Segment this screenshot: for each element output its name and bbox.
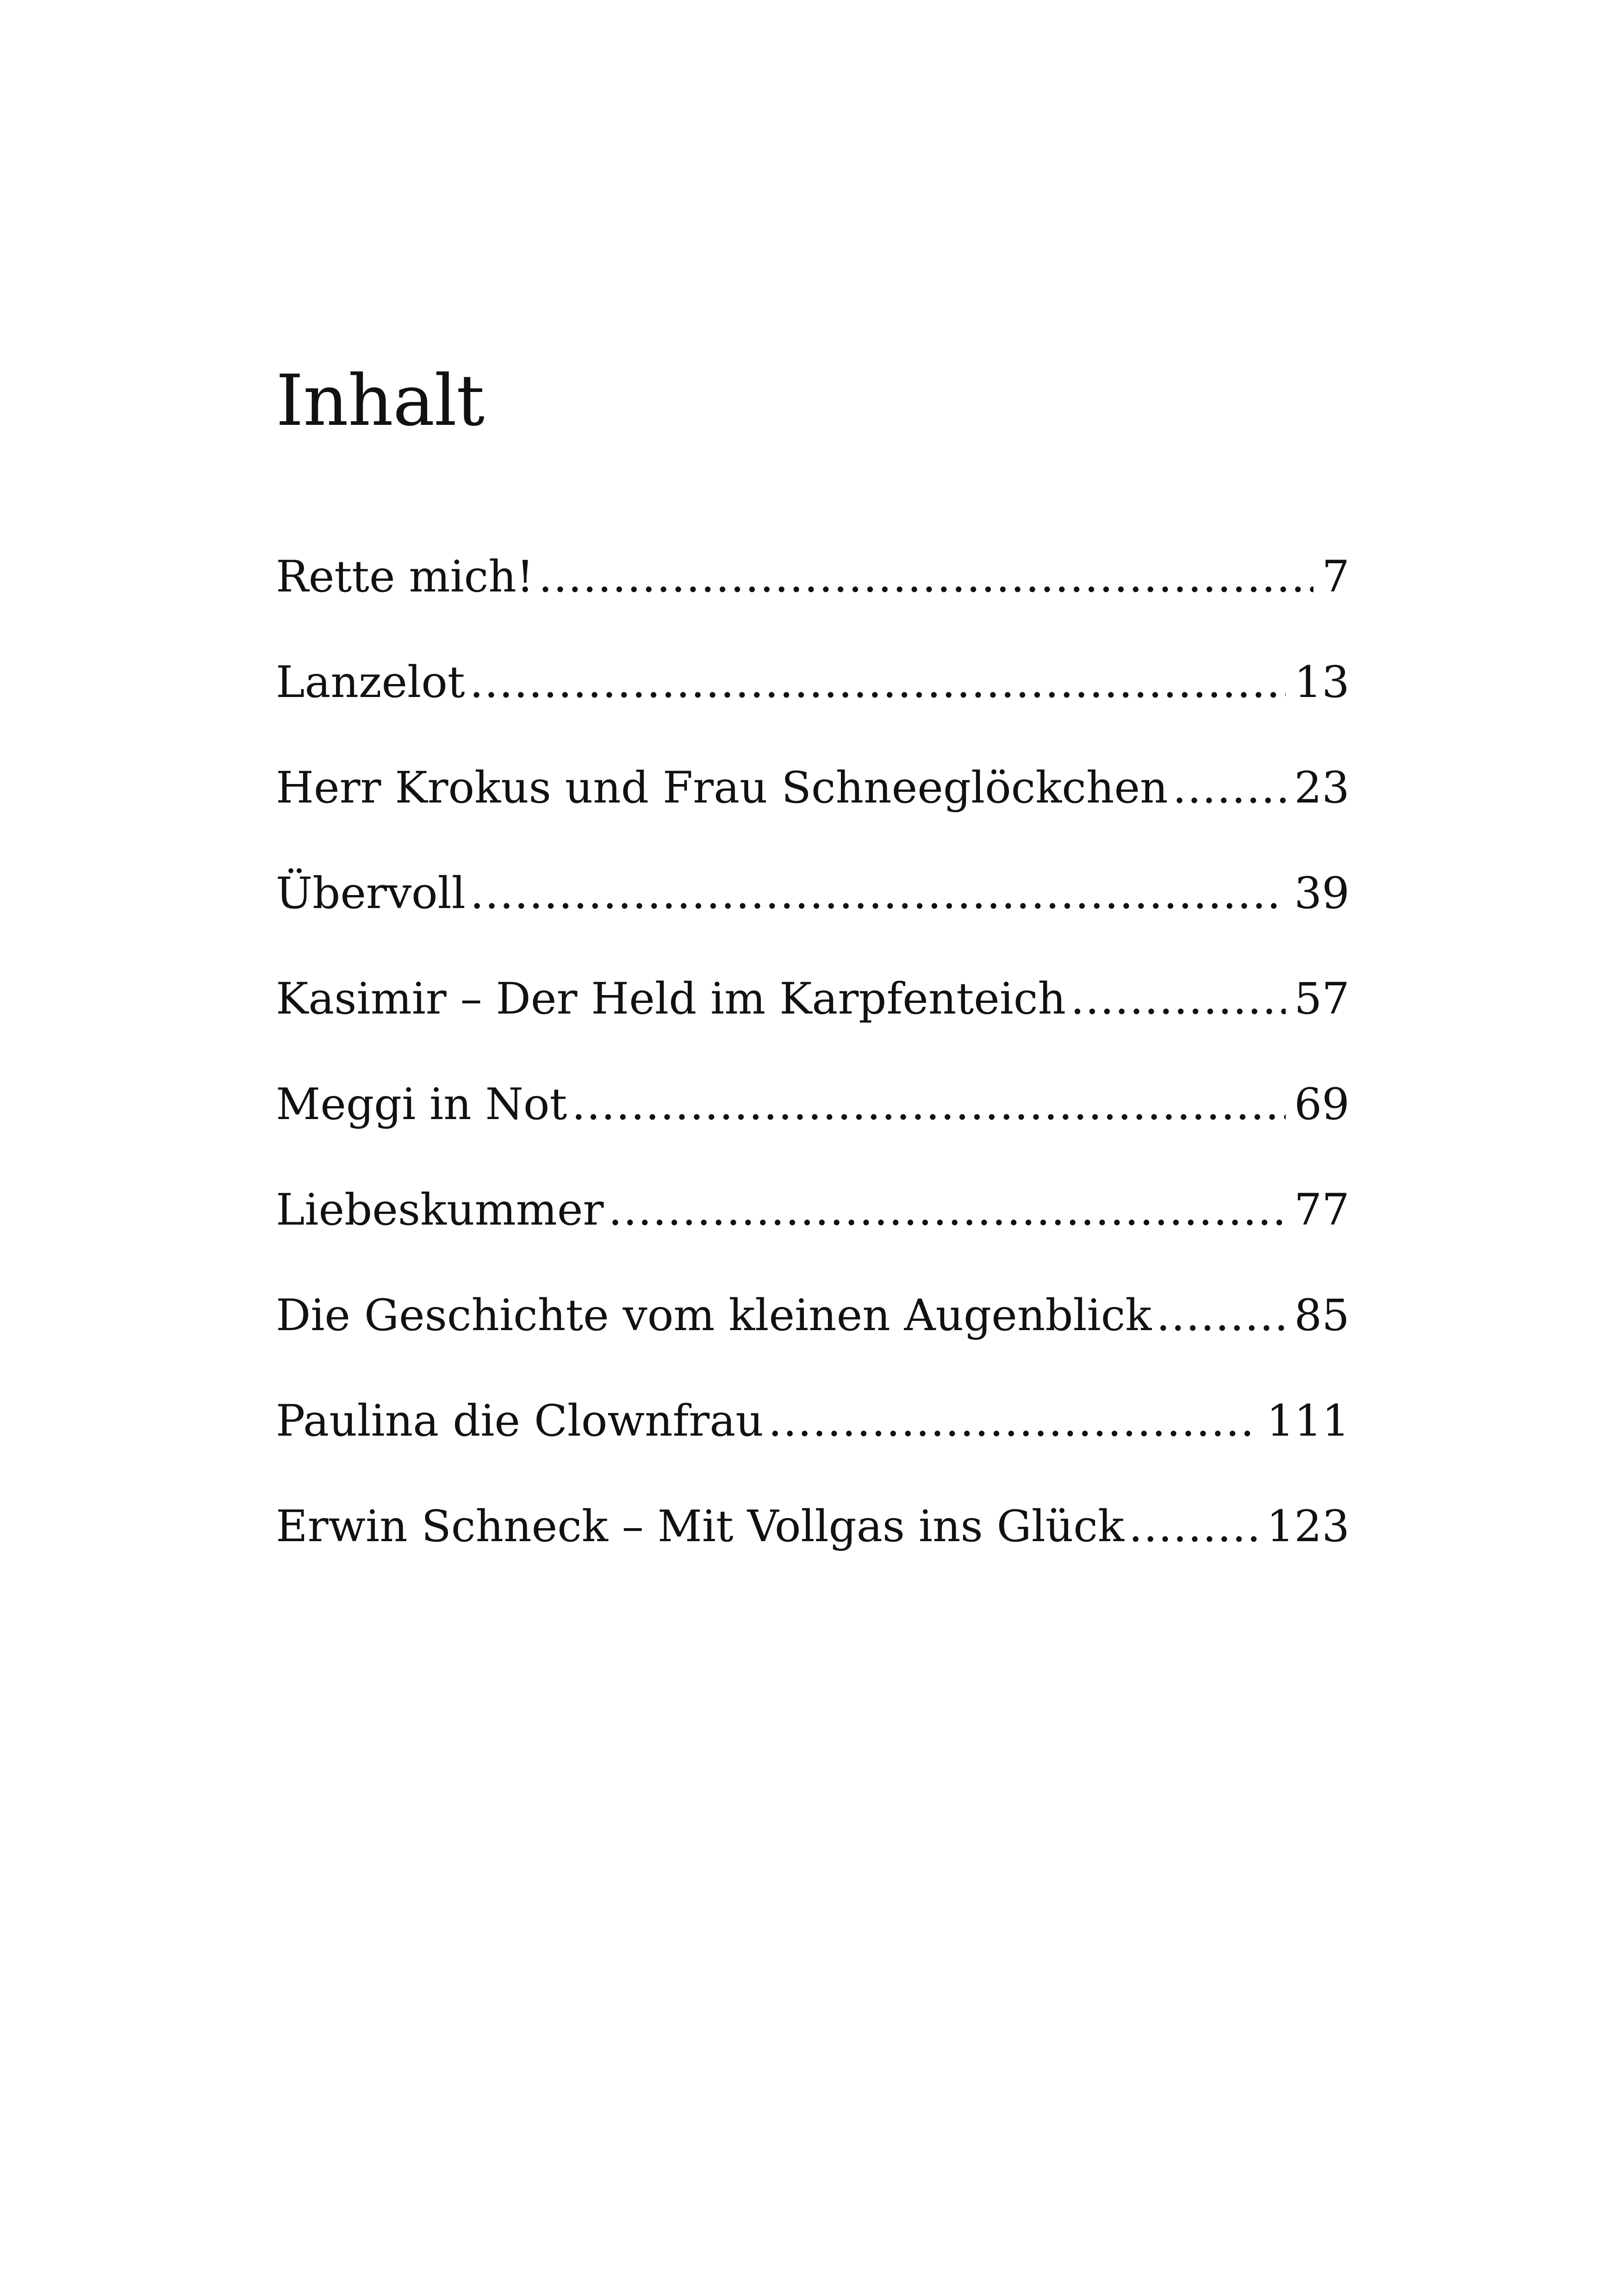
dot-leader bbox=[572, 1083, 1286, 1126]
toc-entry-page-number: 69 bbox=[1294, 1079, 1350, 1130]
toc-entry-title: Erwin Schneck – Mit Vollgas ins Glück bbox=[276, 1501, 1124, 1552]
table-of-contents bbox=[276, 552, 1350, 1611]
toc-entry[interactable] bbox=[276, 1396, 1350, 1505]
toc-entry-page-number: 85 bbox=[1294, 1290, 1350, 1341]
dot-leader bbox=[1156, 1294, 1286, 1338]
toc-entry-title: Die Geschichte vom kleinen Augenblick bbox=[276, 1290, 1152, 1341]
toc-entry[interactable] bbox=[276, 1185, 1350, 1294]
page-title: Inhalt bbox=[276, 360, 485, 442]
toc-entry-page-number: 77 bbox=[1294, 1185, 1350, 1235]
dot-leader bbox=[470, 872, 1286, 915]
dot-leader bbox=[470, 661, 1286, 704]
toc-entry[interactable] bbox=[276, 763, 1350, 872]
toc-entry[interactable] bbox=[276, 868, 1350, 977]
toc-entry-page-number: 39 bbox=[1294, 868, 1350, 919]
toc-entry-title: Übervoll bbox=[276, 868, 466, 919]
dot-leader bbox=[1129, 1505, 1258, 1549]
toc-entry-page-number: 13 bbox=[1294, 657, 1350, 708]
toc-entry[interactable] bbox=[276, 657, 1350, 766]
toc-entry-page-number: 7 bbox=[1322, 552, 1350, 602]
toc-entry-page-number: 111 bbox=[1266, 1396, 1350, 1446]
toc-entry[interactable] bbox=[276, 1079, 1350, 1188]
toc-entry-title: Liebeskummer bbox=[276, 1185, 604, 1235]
dot-leader bbox=[609, 1188, 1286, 1232]
toc-entry-title: Paulina die Clownfrau bbox=[276, 1396, 764, 1446]
toc-entry[interactable] bbox=[276, 974, 1350, 1083]
toc-entry-title: Herr Krokus und Frau Schneeglöckchen bbox=[276, 763, 1168, 813]
toc-entry-page-number: 123 bbox=[1266, 1501, 1350, 1552]
dot-leader bbox=[1070, 977, 1286, 1021]
dot-leader bbox=[539, 555, 1314, 599]
dot-leader bbox=[768, 1400, 1258, 1443]
toc-entry-title: Kasimir – Der Held im Karpfenteich bbox=[276, 974, 1066, 1024]
toc-entry[interactable] bbox=[276, 1290, 1350, 1400]
toc-entry-page-number: 23 bbox=[1294, 763, 1350, 813]
dot-leader bbox=[1173, 766, 1286, 810]
toc-entry[interactable] bbox=[276, 1501, 1350, 1611]
toc-entry-title: Lanzelot bbox=[276, 657, 465, 708]
toc-entry-title: Rette mich! bbox=[276, 552, 534, 602]
toc-entry-page-number: 57 bbox=[1294, 974, 1350, 1024]
toc-entry[interactable] bbox=[276, 552, 1350, 661]
toc-entry-title: Meggi in Not bbox=[276, 1079, 567, 1130]
